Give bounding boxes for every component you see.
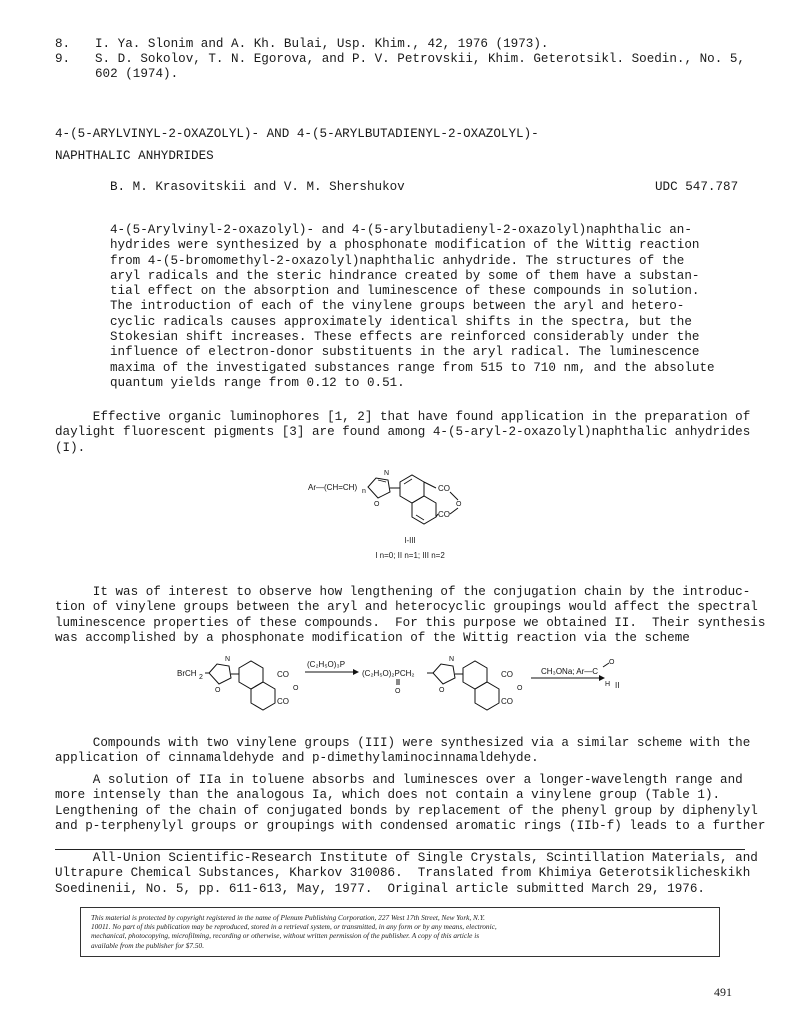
structure-figure-1 [300, 462, 520, 544]
reference-9-text: S. D. Sokolov, T. N. Egorova, and P. V. Petrovskii, Khim. Geterotsikl. Soedin., No. 5, [95, 52, 745, 66]
paragraph-line: daylight fluorescent pigments [3] are found among 4-(5-aryl-2-oxazolyl)naphthalic anhydrides [55, 425, 751, 440]
paragraph-line: and p-terphenylyl groups or groupings with condensed aromatic rings (IIb-f) leads to a further [55, 818, 766, 833]
product-label: II [615, 681, 620, 690]
oxazole-ring [368, 478, 390, 498]
copyright-line: available from the publisher for $7.50. [91, 940, 205, 950]
paragraph-line: It was of interest to observe how lengthening of the conjugation chain by the introduc- [55, 585, 751, 599]
paragraph-line: A solution of IIa in toluene absorbs and luminesces over a longer-wavelength range and [55, 773, 743, 787]
oxazole-o-left: O [215, 687, 221, 694]
carbonyl-upper: CO [438, 484, 450, 493]
phosphonate-label: (C₂H₅O)₂PCH₂ [362, 669, 415, 678]
abstract-line: aryl radicals and the steric hindrance created by some of them have a substan- [110, 268, 700, 283]
paragraph-line: Lengthening of the chain of conjugated bonds by replacement of the phenyl group by diphenylyl [55, 803, 758, 818]
abstract-line: quantum yields range from 0.12 to 0.51. [110, 375, 405, 390]
abstract-line: cyclic radicals causes approximately identical shifts in the spectra, but the [110, 314, 692, 329]
paragraph-line: Effective organic luminophores [1, 2] that have found application in the preparation of [55, 410, 751, 424]
paragraph-line: Compounds with two vinylene groups (III) were synthesized via a similar scheme with the [55, 736, 751, 750]
paragraph-3 [55, 736, 750, 767]
reaction-scheme [175, 652, 735, 724]
phosphonate-oxygen: O [395, 688, 401, 695]
aldehyde-oxygen: O [609, 659, 615, 666]
aryl-vinylene-label: Ar—(CH=CH) [308, 483, 358, 492]
carbonyl-upper-right: CO [501, 670, 513, 679]
reference-8: 8. I. Ya. Slonim and A. Kh. Bulai, Usp. Khim., 42, 1976 (1973). [55, 37, 549, 51]
paragraph-2 [55, 585, 765, 646]
abstract-line: Stokesian shift increases. These effects are reinforced considerably under the [110, 330, 700, 345]
article-title-line-1: 4-(5-ARYLVINYL-2-OXAZOLYL)- AND 4-(5-ARYLBUTADIENYL-2-OXAZOLYL)- [55, 127, 539, 141]
oxazole-n-right: N [449, 656, 455, 663]
paragraph-line: application of cinnamaldehyde and p-dimethylaminocinnamaldehyde. [55, 751, 539, 766]
reagent-triethyl-phosphite: (C₂H₅O)₃P [307, 660, 346, 669]
carbonyl-lower-right: CO [501, 697, 513, 706]
copyright-notice [80, 907, 720, 957]
oxazole-o-right: O [439, 687, 445, 694]
page-number: 491 [714, 985, 732, 999]
footnote-line: All-Union Scientific-Research Institute of Single Crystals, Scintillation Materials, and [55, 851, 758, 865]
figure-1-compound-label: I-III [404, 536, 416, 545]
aldehyde-hydrogen: H [605, 681, 611, 688]
footnote-line: Ultrapure Chemical Substances, Kharkov 310086. Translated from Khimiya Geterotsiklicheskikh [55, 866, 751, 881]
oxazole-ring-left [209, 664, 231, 684]
paragraph-line: tion of vinylene groups between the aryl and heterocyclic groupings would affect the spectral [55, 600, 758, 615]
anhydride-o-right: O [517, 685, 523, 692]
bromomethyl-subscript: 2 [199, 674, 203, 681]
article-title-line-2: NAPHTHALIC ANHYDRIDES [55, 149, 214, 163]
reference-9: 9. S. D. Sokolov, T. N. Egorova, and P. V. Petrovskii, Khim. Geterotsikl. Soedin., No. 5, [55, 52, 745, 66]
copyright-line: This material is protected by copyright registered in the name of Plenum Publishing Corporation, 227 West 17th Street, New York, N.Y. [91, 913, 485, 922]
authors: B. M. Krasovitskii and V. M. Shershukov [110, 180, 405, 194]
naphthalene-lower-left [251, 682, 275, 710]
naphthalene-upper-left [239, 661, 263, 689]
carbonyl-upper-left: CO [277, 670, 289, 679]
reagent-sodium-methoxide-aldehyde: CH₃ONa; Ar—C [541, 667, 599, 676]
n-subscript: n [362, 488, 366, 495]
abstract-line: from 4-(5-bromomethyl-2-oxazolyl)naphthalic anhydride. The structures of the [110, 253, 685, 268]
oxazole-n-left: N [225, 656, 231, 663]
bromomethyl-label: BrCH [177, 669, 197, 678]
footnote-line: Soedinenii, No. 5, pp. 611-613, May, 1977. Original article submitted March 29, 1976. [55, 881, 705, 896]
paragraph-line: more intensely than the analogous Ia, which does not contain a vinylene group (Table 1). [55, 788, 721, 803]
abstract-line: 4-(5-Arylvinyl-2-oxazolyl)- and 4-(5-arylbutadienyl-2-oxazolyl)naphthalic an- [110, 223, 692, 237]
oxazole-ring-right [433, 664, 455, 684]
figure-1-caption: I n=0; II n=1; III n=2 [375, 551, 445, 560]
footnote-divider [55, 849, 745, 850]
abstract [110, 223, 715, 391]
oxazole-n-atom: N [384, 470, 390, 477]
paragraph-line: was accomplished by a phosphonate modification of the Wittig reaction via the scheme [55, 630, 690, 645]
oxazole-o-atom: O [374, 501, 380, 508]
copyright-line: mechanical, photocopying, microfilming, recording or otherwise, without written permission of the publisher. A copy of this article is [91, 931, 480, 941]
paragraph-1 [55, 410, 750, 456]
anhydride-oxygen: O [456, 501, 462, 508]
abstract-line: hydrides were synthesized by a phosphonate modification of the Wittig reaction [110, 238, 700, 253]
anhydride-o-left: O [293, 685, 299, 692]
udc-code: UDC 547.787 [655, 180, 739, 194]
abstract-line: tial effect on the absorption and luminescence of these compounds in solution. [110, 284, 700, 299]
paragraph-line: (I). [55, 440, 86, 455]
paragraph-line: luminescence properties of these compounds. For this purpose we obtained II. Their synthesis [55, 615, 766, 630]
copyright-line: 10011. No part of this publication may be reproduced, stored in a retrieval system, or transmitted, in any form or by any means, electronic, [91, 922, 497, 932]
affiliation-footnote [55, 851, 758, 897]
abstract-line: influence of electron-donor substituents in the aryl radical. The luminescence [110, 345, 700, 360]
reference-8-text: I. Ya. Slonim and A. Kh. Bulai, Usp. Khim., 42, 1976 (1973). [95, 37, 549, 51]
carbonyl-lower: CO [438, 510, 450, 519]
abstract-line: The introduction of each of the vinylene groups between the aryl and hetero- [110, 299, 685, 314]
carbonyl-lower-left: CO [277, 697, 289, 706]
reference-9-continued: 602 (1974). [95, 67, 179, 81]
paragraph-4 [55, 773, 765, 834]
naphthalene-lower-right [475, 682, 499, 710]
abstract-line: maxima of the investigated substances range from 515 to 710 nm, and the absolute [110, 360, 715, 375]
naphthalene-upper-right [463, 661, 487, 689]
